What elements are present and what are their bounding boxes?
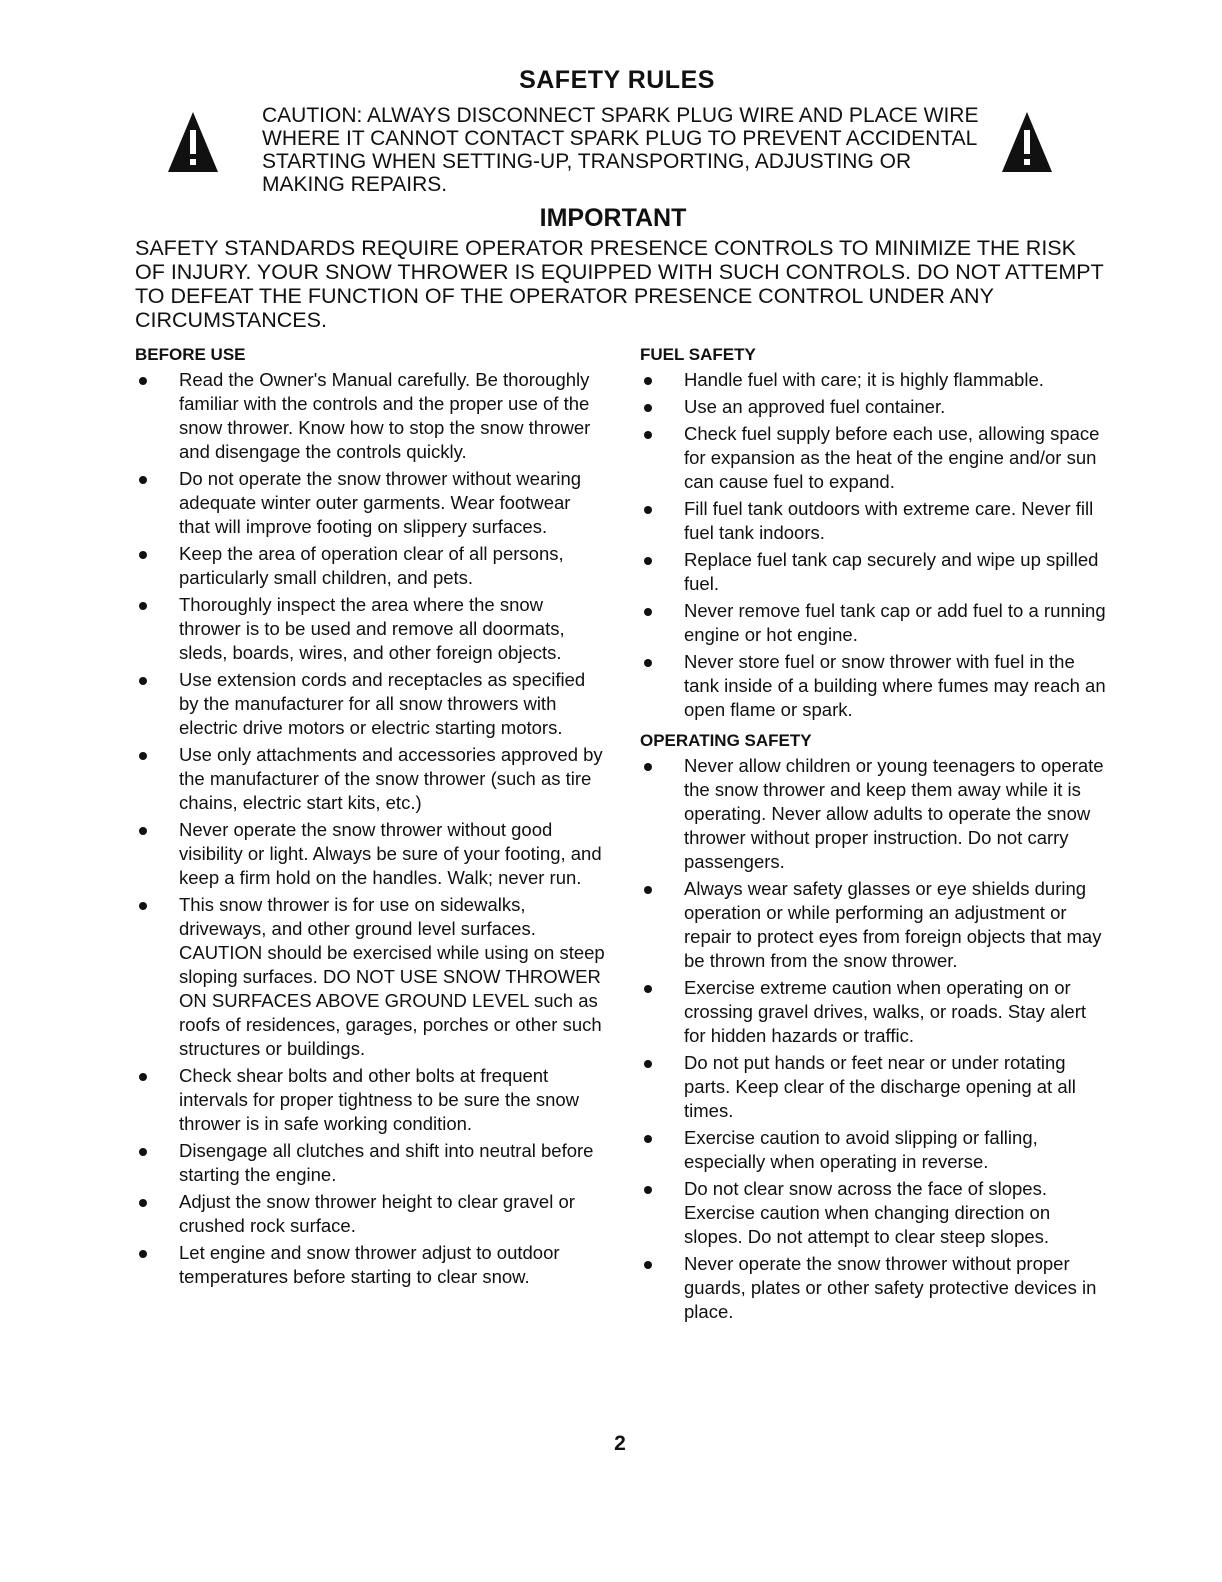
bullet-icon	[644, 985, 652, 993]
rule-item	[135, 893, 605, 1061]
rule-text: Always wear safety glasses or eye shields during operation or while performing an adjustment or repair to protect eyes from foreign objects that may be thrown from the snow thrower.	[684, 878, 1102, 971]
rule-text: Read the Owner's Manual carefully. Be thoroughly familiar with the controls and the proper use of the snow thrower. Know how to stop the snow thrower and disengage the controls quickly.	[179, 369, 591, 462]
bullet-icon	[644, 608, 652, 616]
important-text: SAFETY STANDARDS REQUIRE OPERATOR PRESENCE CONTROLS TO MINIMIZE THE RISK OF INJURY. YOUR SNOW THROWER IS EQUIPPED WITH SUCH CONTROLS. DO NOT ATTEMPT TO DEFEAT THE FUNCTION OF THE OPERATOR PRESENCE CONTROL UNDER ANY CIRCUMSTANCES.	[135, 236, 1104, 332]
rule-text: Let engine and snow thrower adjust to outdoor temperatures before starting to clear snow.	[179, 1242, 560, 1287]
rule-item	[640, 548, 1110, 596]
rule-item	[135, 542, 605, 590]
operating-safety-list	[640, 754, 1110, 1324]
bullet-icon	[644, 659, 652, 667]
before-use-heading: BEFORE USE	[135, 345, 246, 364]
fuel-safety-list	[640, 368, 1110, 722]
operating-safety-heading: OPERATING SAFETY	[640, 731, 812, 750]
bullet-icon	[139, 377, 147, 385]
bullet-icon	[644, 431, 652, 439]
rule-item	[640, 368, 1110, 392]
rule-text: Use extension cords and receptacles as specified by the manufacturer for all snow throwers with electric drive motors or electric starting motors.	[179, 669, 586, 738]
rule-item	[640, 877, 1110, 973]
rule-text: Adjust the snow thrower height to clear gravel or crushed rock surface.	[179, 1191, 575, 1236]
fuel-safety-heading: FUEL SAFETY	[640, 345, 756, 364]
rule-item	[640, 1252, 1110, 1324]
rule-item	[135, 467, 605, 539]
caution-text: CAUTION: ALWAYS DISCONNECT SPARK PLUG WIRE AND PLACE WIRE WHERE IT CANNOT CONTACT SPARK PLUG TO PREVENT ACCIDENTAL STARTING WHEN SETTING-UP, TRANSPORTING, ADJUSTING OR MAKING REPAIRS.	[262, 104, 979, 196]
rule-text: This snow thrower is for use on sidewalks, driveways, and other ground level surfaces. CAUTION should be exercised while using on steep sloping surfaces. DO NOT USE SNOW THROWER ON SURFACES ABOVE GROUND LEVEL such as roofs of residences, garages, porches or other such structures or buildings.	[179, 894, 605, 1059]
rule-item	[640, 395, 1110, 419]
bullet-icon	[644, 763, 652, 771]
bullet-icon	[139, 677, 147, 685]
warning-triangle-icon	[1000, 110, 1054, 174]
rule-text: Use an approved fuel container.	[684, 396, 946, 417]
rule-item	[640, 1126, 1110, 1174]
bullet-icon	[139, 551, 147, 559]
bullet-icon	[139, 1250, 147, 1258]
rule-item	[640, 599, 1110, 647]
rule-text: Do not operate the snow thrower without wearing adequate winter outer garments. Wear footwear that will improve footing on slippery surfaces.	[179, 468, 582, 537]
rule-item	[135, 1139, 605, 1187]
rule-item	[640, 754, 1110, 874]
bullet-icon	[644, 886, 652, 894]
bullet-icon	[139, 1148, 147, 1156]
page-title: SAFETY RULES	[519, 66, 715, 94]
rule-text: Use only attachments and accessories approved by the manufacturer of the snow thrower (such as tire chains, electric start kits, etc.)	[179, 744, 603, 813]
rule-text: Replace fuel tank cap securely and wipe up spilled fuel.	[684, 549, 1099, 594]
bullet-icon	[139, 602, 147, 610]
rule-item	[135, 668, 605, 740]
rule-text: Disengage all clutches and shift into neutral before starting the engine.	[179, 1140, 594, 1185]
rule-text: Exercise extreme caution when operating on or crossing gravel drives, walks, or roads. Stay alert for hidden hazards or traffic.	[684, 977, 1087, 1046]
bullet-icon	[644, 404, 652, 412]
rule-text: Never remove fuel tank cap or add fuel to a running engine or hot engine.	[684, 600, 1106, 645]
rule-text: Check fuel supply before each use, allowing space for expansion as the heat of the engine and/or sun can cause fuel to expand.	[684, 423, 1100, 492]
rule-text: Thoroughly inspect the area where the snow thrower is to be used and remove all doormats, sleds, boards, wires, and other foreign objects.	[179, 594, 565, 663]
bullet-icon	[139, 752, 147, 760]
bullet-icon	[139, 902, 147, 910]
rule-item	[640, 1051, 1110, 1123]
rule-item	[135, 818, 605, 890]
bullet-icon	[644, 1261, 652, 1269]
bullet-icon	[644, 377, 652, 385]
rule-text: Do not clear snow across the face of slopes. Exercise caution when changing direction on slopes. Do not attempt to clear steep slopes.	[684, 1178, 1051, 1247]
rule-text: Do not put hands or feet near or under rotating parts. Keep clear of the discharge opening at all times.	[684, 1052, 1076, 1121]
warning-triangle-icon	[166, 110, 220, 174]
bullet-icon	[644, 1186, 652, 1194]
right-column	[640, 344, 1110, 1327]
bullet-icon	[139, 1199, 147, 1207]
bullet-icon	[644, 506, 652, 514]
rule-text: Keep the area of operation clear of all persons, particularly small children, and pets.	[179, 543, 564, 588]
important-heading: IMPORTANT	[539, 204, 687, 232]
bullet-icon	[644, 557, 652, 565]
bullet-icon	[644, 1135, 652, 1143]
rule-text: Never store fuel or snow thrower with fuel in the tank inside of a building where fumes may reach an open flame or spark.	[684, 651, 1106, 720]
rule-item	[135, 1064, 605, 1136]
rule-item	[135, 593, 605, 665]
page-number: 2	[614, 1432, 626, 1455]
bullet-icon	[644, 1060, 652, 1068]
rule-text: Never allow children or young teenagers to operate the snow thrower and keep them away while it is operating. Never allow adults to operate the snow thrower without proper instruction. Do not carry passengers.	[684, 755, 1104, 872]
left-column	[135, 344, 605, 1292]
rule-text: Check shear bolts and other bolts at frequent intervals for proper tightness to be sure the snow thrower is in safe working condition.	[179, 1065, 580, 1134]
rule-item	[640, 650, 1110, 722]
before-use-list	[135, 368, 605, 1289]
rule-item	[640, 497, 1110, 545]
rule-item	[640, 976, 1110, 1048]
rule-text: Handle fuel with care; it is highly flammable.	[684, 369, 1044, 390]
rule-item	[135, 743, 605, 815]
rule-item	[135, 1190, 605, 1238]
bullet-icon	[139, 1073, 147, 1081]
rule-item	[640, 422, 1110, 494]
bullet-icon	[139, 827, 147, 835]
rule-item	[135, 368, 605, 464]
rule-item	[135, 1241, 605, 1289]
rule-item	[640, 1177, 1110, 1249]
rule-text: Exercise caution to avoid slipping or falling, especially when operating in reverse.	[684, 1127, 1038, 1172]
rule-text: Never operate the snow thrower without good visibility or light. Always be sure of your footing, and keep a firm hold on the handles. Walk; never run.	[179, 819, 602, 888]
rule-text: Never operate the snow thrower without proper guards, plates or other safety protective devices in place.	[684, 1253, 1097, 1322]
bullet-icon	[139, 476, 147, 484]
rule-text: Fill fuel tank outdoors with extreme care. Never fill fuel tank indoors.	[684, 498, 1094, 543]
